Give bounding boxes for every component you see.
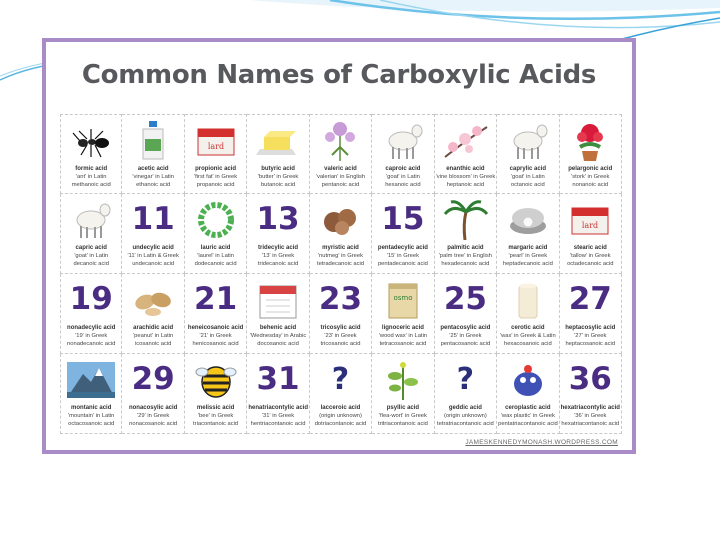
acid-card — [185, 194, 247, 274]
acid-label — [62, 244, 120, 268]
carbon-number: 23 — [318, 281, 363, 317]
name-origin: 'nutmeg' in Greek — [317, 253, 364, 259]
acid-label — [498, 404, 557, 428]
systematic-name: undecanoic acid — [132, 261, 175, 267]
systematic-name: octadecanoic acid — [567, 261, 614, 267]
common-name: pentacosylic acid — [440, 325, 491, 331]
name-origin: 'Wednesday' in Arabic — [249, 333, 307, 339]
carbon-number: ? — [331, 361, 350, 397]
systematic-name: tritriacontanoic acid — [377, 421, 428, 427]
carbon-number: ? — [456, 361, 475, 397]
butter-icon — [247, 117, 308, 163]
acid-card — [372, 354, 434, 434]
acid-label — [248, 324, 307, 348]
common-name: geddic acid — [448, 405, 482, 411]
systematic-name: dodecanoic acid — [194, 261, 237, 267]
carbon-number: 29 — [131, 361, 175, 397]
common-name: cerotic acid — [511, 325, 545, 331]
systematic-name: propanoic acid — [196, 182, 235, 188]
acid-label — [373, 244, 432, 268]
systematic-name: octacosanoic acid — [68, 421, 115, 427]
acid-card — [560, 114, 622, 194]
systematic-name: pentadecanoic acid — [377, 261, 428, 267]
acid-label — [311, 165, 370, 189]
goat-icon — [372, 117, 433, 163]
common-name: capric acid — [75, 245, 107, 251]
acid-label — [186, 244, 245, 268]
systematic-name: tricosanoic acid — [320, 341, 361, 347]
acid-label — [373, 165, 432, 189]
acid-label — [561, 165, 620, 189]
acid-card — [185, 354, 247, 434]
acid-label — [123, 165, 182, 189]
nutmeg-icon — [310, 196, 371, 242]
common-name: butyric acid — [261, 166, 295, 172]
acid-card — [372, 114, 434, 194]
acid-label — [186, 324, 245, 348]
common-name: enanthic acid — [446, 166, 485, 172]
name-origin: 'wood wax' in Latin — [378, 333, 428, 339]
systematic-name: nonadecanoic acid — [67, 341, 116, 347]
lard-package-icon — [185, 117, 246, 163]
common-name: lignoceric acid — [381, 325, 424, 331]
svg-text:lard: lard — [582, 221, 599, 230]
acid-label — [436, 244, 495, 268]
fleawort-plant-icon — [372, 356, 433, 402]
systematic-name: tetratriacontanoic acid — [437, 421, 494, 427]
poster — [42, 38, 636, 454]
systematic-name: hentriacontanoic acid — [250, 421, 306, 427]
common-name: nonadecylic acid — [67, 325, 116, 331]
common-name: melissic acid — [196, 405, 235, 411]
acid-label — [561, 244, 620, 268]
acid-label — [248, 165, 307, 189]
acid-label — [123, 404, 182, 428]
acid-card — [122, 274, 184, 354]
acid-label — [186, 165, 245, 189]
acid-card — [247, 114, 309, 194]
acid-card — [122, 354, 184, 434]
acid-label — [62, 165, 120, 189]
calendar-icon — [247, 276, 308, 322]
mountain-icon — [61, 356, 121, 402]
acid-card — [310, 194, 372, 274]
acid-card — [122, 114, 184, 194]
common-name: nonacosylic acid — [128, 405, 178, 411]
carbon-number: 21 — [194, 281, 238, 317]
common-name: stearic acid — [573, 245, 607, 251]
acid-card — [310, 354, 372, 434]
common-name: valeric acid — [324, 166, 357, 172]
acid-label — [436, 165, 495, 189]
acid-card — [247, 194, 309, 274]
bee-icon — [185, 356, 246, 402]
name-origin: (origin unknown) — [319, 413, 362, 419]
acid-card — [497, 354, 559, 434]
name-origin: 'vine blossom' in Greek — [435, 174, 496, 180]
systematic-name: tetracosanoic acid — [379, 341, 427, 347]
carbon-number: 13 — [256, 201, 300, 237]
vinegar-bottle-icon — [122, 117, 183, 163]
acid-card — [60, 194, 122, 274]
common-name: pelargonic acid — [568, 166, 613, 172]
name-origin: 'peanut' in Latin — [133, 333, 174, 339]
acid-label — [498, 244, 557, 268]
systematic-name: hexacosanoic acid — [503, 341, 552, 347]
systematic-name: nonanoic acid — [572, 182, 609, 188]
acid-card — [560, 274, 622, 354]
systematic-name: triacontanoic acid — [193, 421, 239, 427]
common-name: lauric acid — [200, 245, 231, 251]
name-origin: '25' in Greek — [449, 333, 482, 339]
common-name: myristic acid — [322, 245, 359, 251]
common-name: tricosylic acid — [320, 325, 361, 331]
systematic-name: hexatriacontanoic acid — [561, 421, 620, 427]
systematic-name: ethanoic acid — [136, 182, 171, 188]
acid-label — [123, 324, 182, 348]
ant-icon — [61, 117, 121, 163]
systematic-name: pentanoic acid — [321, 182, 360, 188]
acid-label — [248, 244, 307, 268]
systematic-name: heptanoic acid — [446, 182, 485, 188]
common-name: caprylic acid — [509, 166, 546, 172]
systematic-name: icosanoic acid — [134, 341, 172, 347]
name-origin: '21' in Greek — [199, 333, 232, 339]
carbon-number: 31 — [256, 361, 300, 397]
acid-card — [372, 194, 434, 274]
common-name: propionic acid — [195, 166, 237, 172]
acid-label — [186, 404, 245, 428]
common-name: lacceroic acid — [320, 405, 361, 411]
acid-label — [311, 244, 370, 268]
common-name: montanic acid — [71, 405, 112, 411]
acid-label — [311, 404, 370, 428]
name-origin: 'bee' in Greek — [197, 413, 234, 419]
common-name: caproic acid — [385, 166, 421, 172]
acid-card — [497, 274, 559, 354]
name-origin: (origin unknown) — [443, 413, 487, 419]
systematic-name: heptadecanoic acid — [502, 261, 553, 267]
acid-label — [436, 404, 495, 428]
common-name: palmitic acid — [447, 245, 484, 251]
name-origin: '31' in Greek — [261, 413, 295, 419]
name-origin: 'ant' in Latin — [75, 174, 107, 180]
name-origin: 'pearl' in Greek — [508, 253, 548, 259]
goat-icon — [61, 196, 121, 242]
common-name: psyllic acid — [386, 405, 420, 411]
systematic-name: decanoic acid — [73, 261, 109, 267]
acid-card — [310, 114, 372, 194]
name-origin: 'goat' in Latin — [510, 174, 545, 180]
systematic-name: henicosanoic acid — [192, 341, 239, 347]
carbon-number: 15 — [381, 201, 425, 237]
acid-label — [62, 404, 120, 428]
poster-title: Common Names of Carboxylic Acids — [81, 60, 597, 90]
name-origin: 'valerian' in English — [315, 174, 366, 180]
acid-label — [561, 324, 620, 348]
name-origin: 'laurel' in Latin — [197, 253, 234, 259]
carbon-number: 25 — [443, 281, 487, 317]
name-origin: '36' in Greek — [574, 413, 607, 419]
name-origin: 'mountain' in Latin — [68, 413, 115, 419]
acid-card — [60, 114, 122, 194]
systematic-name: pentacosanoic acid — [440, 341, 491, 347]
acid-card — [560, 194, 622, 274]
acid-card — [185, 274, 247, 354]
name-origin: 'first fat' in Greek — [194, 174, 238, 180]
name-origin: '19' in Greek — [75, 333, 108, 339]
common-name: formic acid — [75, 166, 108, 172]
geranium-icon — [560, 117, 621, 163]
name-origin: 'tallow' in Greek — [569, 253, 611, 259]
acid-label — [561, 404, 620, 428]
systematic-name: docosanoic acid — [257, 341, 299, 347]
svg-text:lard: lard — [207, 142, 224, 151]
acid-grid — [60, 114, 622, 434]
goat-icon — [497, 117, 558, 163]
candle-icon — [497, 276, 558, 322]
systematic-name: butanoic acid — [260, 182, 296, 188]
name-origin: 'wax plastic' in Greek — [500, 413, 555, 419]
name-origin: 'wax' in Greek & Latin — [499, 333, 556, 339]
acid-card — [60, 354, 122, 434]
acid-card — [372, 274, 434, 354]
pearl-oyster-icon — [497, 196, 558, 242]
peanut-icon — [122, 276, 183, 322]
acid-card — [435, 354, 497, 434]
systematic-name: hexadecanoic acid — [441, 261, 490, 267]
carbon-number: 19 — [69, 281, 113, 317]
acid-label — [498, 324, 557, 348]
acid-card — [185, 114, 247, 194]
systematic-name: heptacosanoic acid — [565, 341, 616, 347]
acid-label — [436, 324, 495, 348]
common-name: hexatriacontylic acid — [560, 405, 620, 411]
systematic-name: tridecanoic acid — [257, 261, 299, 267]
name-origin: 'flea-wort' in Greek — [378, 413, 427, 419]
common-name: henatriacontylic acid — [248, 405, 308, 411]
acid-label — [373, 404, 432, 428]
common-name: acetic acid — [137, 166, 169, 172]
acid-label — [123, 244, 182, 268]
systematic-name: octanoic acid — [510, 182, 545, 188]
systematic-name: pentatriacontanoic acid — [498, 421, 558, 427]
acid-card — [60, 274, 122, 354]
acid-card — [435, 274, 497, 354]
acid-card — [497, 114, 559, 194]
name-origin: 'butter' in Greek — [257, 174, 299, 180]
name-origin: '27' in Greek — [574, 333, 607, 339]
blossom-icon — [435, 117, 496, 163]
carbon-number: 11 — [131, 201, 175, 237]
common-name: pentadecylic acid — [377, 245, 428, 251]
acid-label — [498, 165, 557, 189]
acid-card — [247, 354, 309, 434]
systematic-name: dotriacontanoic acid — [314, 421, 367, 427]
acid-label — [311, 324, 370, 348]
name-origin: 'goat' in Latin — [386, 174, 420, 180]
acid-label — [62, 324, 120, 348]
acid-card — [122, 194, 184, 274]
carbon-number: 36 — [568, 361, 612, 397]
acid-label — [248, 404, 307, 428]
systematic-name: tetradecanoic acid — [316, 261, 365, 267]
palm-tree-icon — [435, 196, 496, 242]
name-origin: '15' in Greek — [386, 253, 420, 259]
name-origin: 'goat' in Latin — [74, 253, 109, 259]
common-name: tridecylic acid — [258, 245, 299, 251]
systematic-name: nonacosanoic acid — [129, 421, 178, 427]
systematic-name: hexanoic acid — [385, 182, 421, 188]
acid-card — [435, 114, 497, 194]
common-name: heneicosanoic acid — [187, 325, 244, 331]
systematic-name: methanoic acid — [71, 182, 111, 188]
lard-package-icon — [560, 196, 621, 242]
common-name: margaric acid — [508, 245, 548, 251]
acid-card — [497, 194, 559, 274]
svg-text:osmo: osmo — [393, 294, 413, 302]
name-origin: '11' in Latin & Greek — [127, 253, 179, 259]
acid-card — [560, 354, 622, 434]
common-name: undecylic acid — [132, 245, 174, 251]
common-name: ceroplastic acid — [505, 405, 551, 411]
wax-creature-icon — [497, 356, 558, 402]
carbon-number: 27 — [568, 281, 612, 317]
name-origin: '13' in Greek — [261, 253, 295, 259]
name-origin: 'stork' in Greek — [571, 174, 610, 180]
acid-card — [435, 194, 497, 274]
common-name: arachidic acid — [133, 325, 174, 331]
common-name: heptacosylic acid — [565, 325, 616, 331]
valerian-flower-icon — [310, 117, 371, 163]
name-origin: '23' in Greek — [324, 333, 357, 339]
acid-label — [373, 324, 432, 348]
acid-card — [247, 274, 309, 354]
laurel-wreath-icon — [185, 196, 246, 242]
name-origin: '29' in Greek — [137, 413, 170, 419]
name-origin: 'palm tree' in English — [438, 253, 492, 259]
wood-wax-tin-icon — [372, 276, 433, 322]
name-origin: 'vinegar' in Latin — [132, 174, 174, 180]
common-name: behenic acid — [259, 325, 297, 331]
credit-link[interactable]: JAMESKENNEDYMONASH.WORDPRESS.COM — [465, 439, 618, 446]
acid-card — [310, 274, 372, 354]
